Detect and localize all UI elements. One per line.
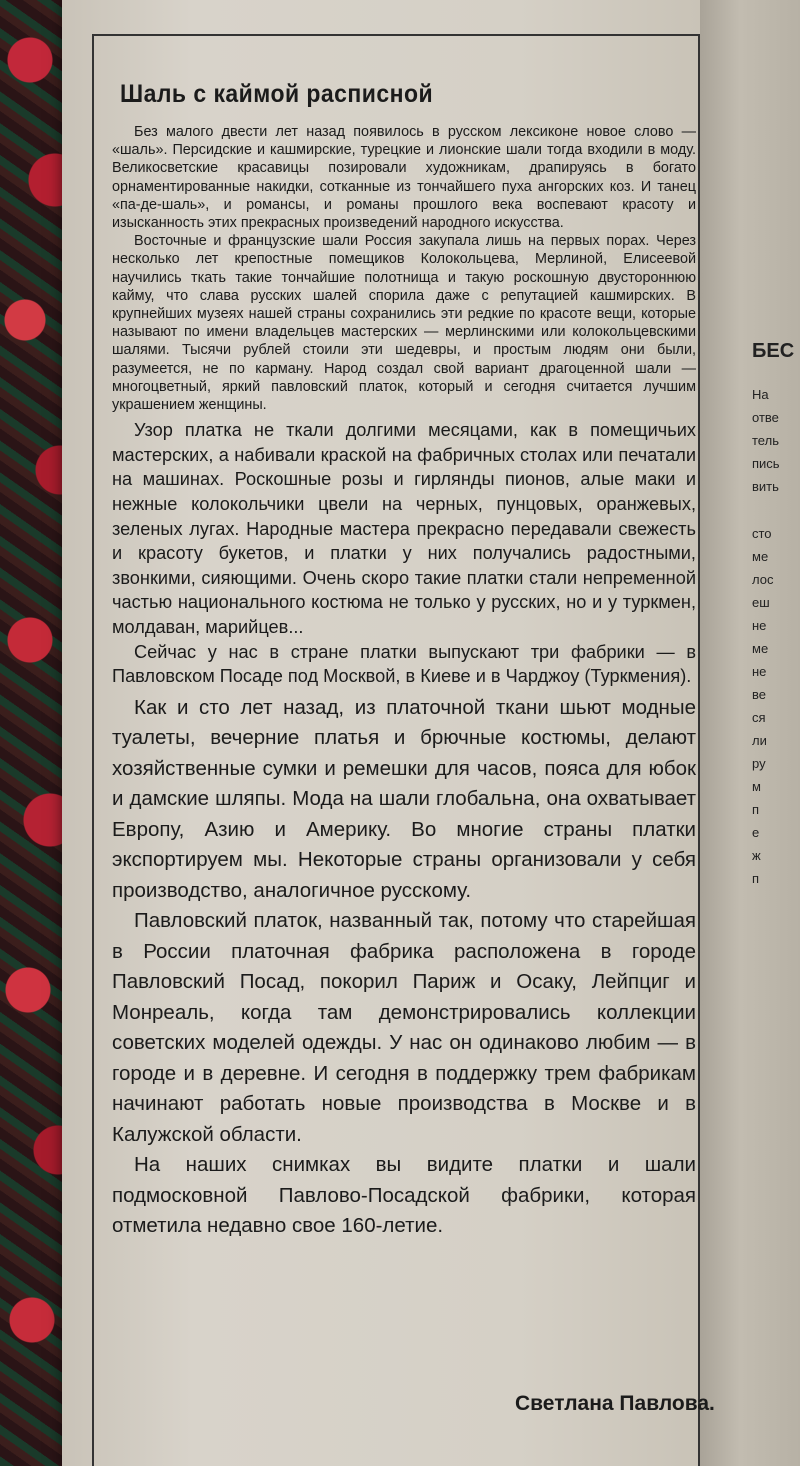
side-line: не <box>752 664 767 679</box>
side-line: тель <box>752 433 779 448</box>
side-line: еш <box>752 595 770 610</box>
frame-rule-top <box>92 34 698 36</box>
paragraph: Узор платка не ткали долгими месяцами, как в помещичьих мастерских, а набивали краской на фабричных столах или печатали на машинах. Роскошные розы и гирлянды пионов, алые маки и нежные колокольчики цвели на черных, пунцовых, оранжевых, зеленых лугах. Народные мастера прекрасно передавали свежесть и красоту букетов, и платки у них получались радостными, звонкими, сияющими. Очень скоро такие платки стали непременной частью национального костюма не только у русских, но и у туркмен, молдаван, марийцев... <box>112 420 696 637</box>
side-line: сто <box>752 526 772 541</box>
frame-rule-left <box>92 34 94 1466</box>
side-lines-top <box>752 383 800 498</box>
side-line: лос <box>752 572 774 587</box>
paragraph: Без малого двести лет назад появилось в русском лексиконе новое слово — «шаль». Персидские и кашмирские, турецкие и лионские шали тогда входили в моду. Великосветские красавицы позировали художникам, драпируясь в богато орнаментированные накидки, сотканные из тончайшего пуха ангорских коз. И танец «па-де-шаль», и романсы, и романы прошлого века воспевают красоту и изысканность этих прекрасных произведений народного искусства. <box>112 124 696 232</box>
side-line: ве <box>752 687 766 702</box>
side-line: На <box>752 387 769 402</box>
side-line: ме <box>752 641 769 656</box>
side-column <box>752 340 800 890</box>
side-line: м <box>752 779 761 794</box>
paragraph: Сейчас у нас в стране платки выпускают три фабрики — в Павловском Посаде под Москвой, в Киеве и в Чарджоу (Туркмения). <box>112 641 696 687</box>
side-line: ся <box>752 710 766 725</box>
article-title: Шаль с каймой расписной <box>120 80 434 108</box>
side-line: ме <box>752 549 769 564</box>
side-line: ру <box>752 756 766 771</box>
author-signature: Светлана Павлова. <box>515 1392 715 1415</box>
side-line: не <box>752 618 767 633</box>
frame-rule-right <box>698 34 700 1466</box>
intro-block <box>112 123 696 414</box>
side-line: ли <box>752 733 767 748</box>
side-line: п <box>752 802 760 817</box>
side-lines-bottom <box>752 522 800 890</box>
side-heading: БЕС <box>752 340 795 362</box>
side-line: отве <box>752 410 779 425</box>
middle-block <box>112 418 696 689</box>
side-line: пись <box>752 456 780 471</box>
paragraph: Восточные и французские шали Россия закупала лишь на первых порах. Через несколько лет крепостные помещиков Колокольцева, Мерлиной, Елисеевой научились ткать такие тончайшие полотнища и такую роскошную двустороннюю кайму, что слава русских шалей спорила даже с репутацией кашмирских. В крупнейших музеях нашей страны сохранились эти редкие по красоте вещи, которые называют по имени владельцев мастерских — мерлинскими или колокольцевскими шалями. Тысячи рублей стоили эти шедевры, и простым людям они были, разумеется, не по карману. Народ создал свой вариант драгоценной шали — многоцветный, яркий павловский платок, который и сегодня считается лучшим украшением женщины. <box>112 233 696 414</box>
side-line: п <box>752 871 760 886</box>
side-line: е <box>752 825 760 840</box>
closing-block <box>112 693 696 1242</box>
article <box>112 80 696 1242</box>
paragraph: Как и сто лет назад, из платочной ткани шьют модные туалеты, вечерние платья и брючные костюмы, делают хозяйственные сумки и ремешки для часов, пояса для юбок и дамские шляпы. Мода на шали глобальна, она охватывает Европу, Азию и Америку. Во многие страны платки экспортируем мы. Некоторые страны организовали у себя производство, аналогичное русскому. <box>112 695 696 902</box>
side-line: ж <box>752 848 761 863</box>
paragraph: На наших снимках вы видите платки и шали подмосковной Павлово-Посадской фабрики, которая отметила недавно свое 160-летие. <box>112 1153 696 1238</box>
side-line: вить <box>752 479 779 494</box>
paragraph: Павловский платок, названный так, потому что старейшая в России платочная фабрика расположена в городе Павловский Посад, покорил Париж и Осаку, Лейпциг и Монреаль, когда там демонстрировались коллекции советских моделей одежды. У нас он одинаково любим — в городе и в деревне. И сегодня в поддержку трем фабрикам начинают работать новые производства в Москве и в Калужской области. <box>112 909 696 1146</box>
